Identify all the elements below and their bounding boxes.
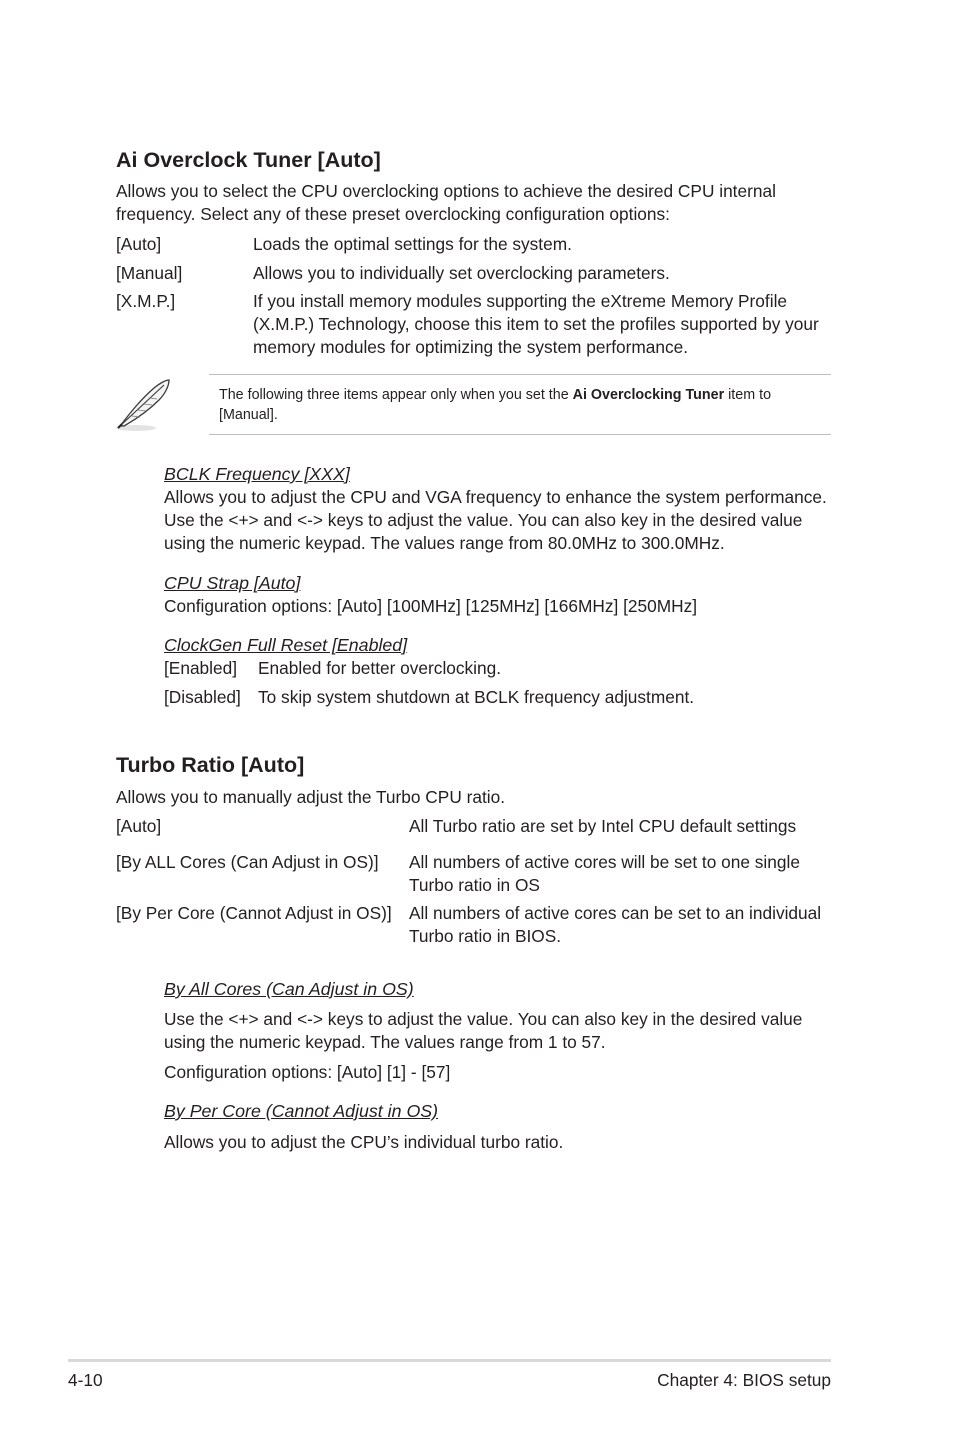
note-bottom-rule: [209, 434, 831, 435]
cpu-strap-options: Configuration options: [Auto] [100MHz] [125MHz] [166MHz] [250MHz]: [164, 596, 698, 616]
option-desc: To skip system shutdown at BCLK frequency adjustment.: [258, 687, 695, 707]
option-desc-line: (X.M.P.) Technology, choose this item to set the profiles supported by your: [253, 314, 819, 334]
note-top-rule: [209, 374, 831, 375]
bclk-line: using the numeric keypad. The values range from 80.0MHz to 300.0MHz.: [164, 533, 725, 553]
by-all-cores-config: Configuration options: [Auto] [1] - [57]: [164, 1062, 451, 1082]
option-desc: Allows you to individually set overclocking parameters.: [253, 263, 670, 283]
option-desc-line: Turbo ratio in BIOS.: [409, 926, 562, 946]
option-key: [By ALL Cores (Can Adjust in OS)]: [116, 852, 379, 872]
option-key: [Enabled]: [164, 658, 238, 678]
by-all-cores-line: using the numeric keypad. The values range from 1 to 57.: [164, 1032, 606, 1052]
option-desc: All Turbo ratio are set by Intel CPU default settings: [409, 816, 797, 836]
page-number: 4-10: [68, 1370, 103, 1390]
option-desc: [409, 851, 839, 897]
note-line: [Manual].: [219, 407, 278, 423]
chapter-label: Chapter 4: BIOS setup: [657, 1370, 831, 1390]
option-desc-line: All numbers of active cores can be set to an individual: [409, 903, 822, 923]
intro-line: Allows you to select the CPU overclocking options to achieve the desired CPU internal: [116, 181, 776, 201]
note-text-before: The following three items appear only when you set the: [219, 387, 573, 403]
option-key: [By Per Core (Cannot Adjust in OS)]: [116, 903, 392, 923]
feather-pen-icon: [114, 376, 174, 434]
footer-rule: [68, 1359, 831, 1362]
option-key: [Auto]: [116, 234, 162, 254]
option-key: [Auto]: [116, 816, 162, 836]
option-key: [Manual]: [116, 263, 183, 283]
option-desc-line: All numbers of active cores will be set to one single: [409, 852, 800, 872]
option-desc: [409, 902, 839, 948]
option-key: [Disabled]: [164, 687, 241, 707]
option-desc-line: Turbo ratio in OS: [409, 875, 540, 895]
note-text-after: item to: [724, 387, 772, 403]
option-desc-line: If you install memory modules supporting the eXtreme Memory Profile: [253, 291, 788, 311]
by-all-cores-description: [164, 1008, 844, 1054]
option-desc-line: memory modules for optimizing the system performance.: [253, 337, 689, 357]
bclk-line: Allows you to adjust the CPU and VGA frequency to enhance the system performance.: [164, 487, 827, 507]
intro-line: frequency. Select any of these preset overclocking configuration options:: [116, 204, 670, 224]
subitem-title-by-all-cores: By All Cores (Can Adjust in OS): [164, 979, 414, 999]
section-heading-turbo-ratio: Turbo Ratio [Auto]: [116, 753, 305, 777]
option-desc: Loads the optimal settings for the system.: [253, 234, 572, 254]
subitem-title-bclk-frequency: BCLK Frequency [XXX]: [164, 464, 350, 484]
note-text-bold: Ai Overclocking Tuner: [572, 387, 725, 403]
note-text: [219, 385, 829, 425]
bclk-description: [164, 486, 844, 555]
subitem-title-clockgen-full-reset: ClockGen Full Reset [Enabled]: [164, 635, 408, 655]
option-desc: [253, 290, 843, 359]
option-key: [X.M.P.]: [116, 291, 176, 311]
option-desc: Enabled for better overclocking.: [258, 658, 502, 678]
note-line: [219, 385, 829, 405]
bclk-line: Use the <+> and <-> keys to adjust the value. You can also key in the desired value: [164, 510, 803, 530]
ai-overclock-intro: [116, 180, 836, 226]
turbo-intro: Allows you to manually adjust the Turbo CPU ratio.: [116, 787, 506, 807]
by-per-core-description: Allows you to adjust the CPU’s individual turbo ratio.: [164, 1132, 564, 1152]
subitem-title-by-per-core: By Per Core (Cannot Adjust in OS): [164, 1101, 439, 1121]
by-all-cores-line: Use the <+> and <-> keys to adjust the value. You can also key in the desired value: [164, 1009, 803, 1029]
section-heading-ai-overclock-tuner: Ai Overclock Tuner [Auto]: [116, 148, 381, 172]
subitem-title-cpu-strap: CPU Strap [Auto]: [164, 573, 301, 593]
